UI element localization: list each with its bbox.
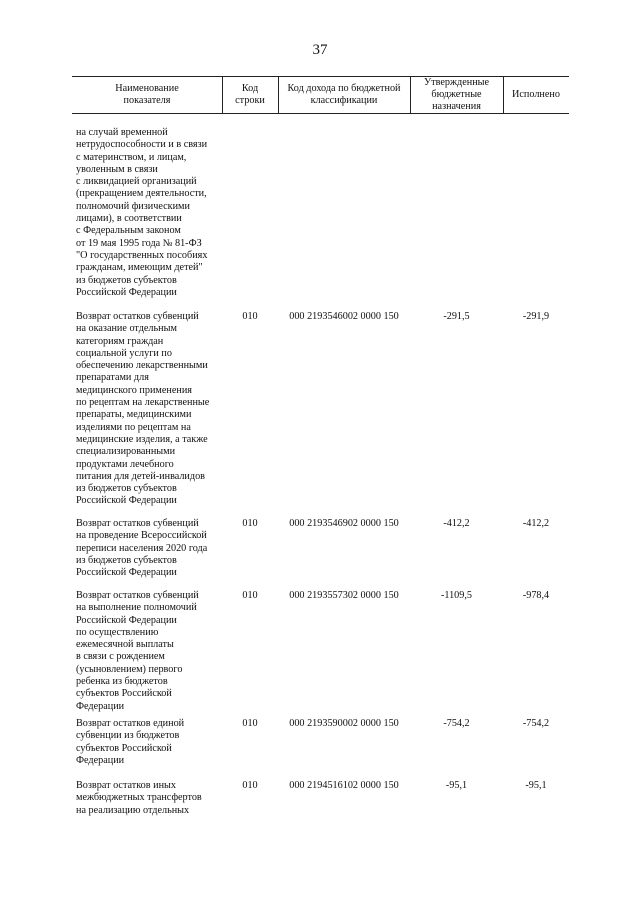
row-name-line: на выполнение полномочий xyxy=(76,602,197,614)
row-name-line: специализированными xyxy=(76,446,176,458)
row-name-line: обеспечению лекарственными xyxy=(76,360,208,372)
row-income-code: 000 2193546902 0000 150 xyxy=(289,518,399,529)
row-income-code: 000 2193546002 0000 150 xyxy=(289,311,399,322)
row-name-line: продуктами лечебного xyxy=(76,458,174,470)
row-name-line: в связи с рождением xyxy=(76,651,165,663)
row-name-line: медицинские изделия, а также xyxy=(76,433,208,445)
row-name-line: Российской Федерации xyxy=(76,286,177,298)
row-income-code: 000 2193557302 0000 150 xyxy=(289,590,399,601)
row-name-line: межбюджетных трансфертов xyxy=(76,792,202,804)
row-name-line: изделиями по рецептам на xyxy=(76,421,191,433)
row-name-line: от 19 мая 1995 года № 81-ФЗ xyxy=(76,237,202,249)
row-name-line: по осуществлению xyxy=(76,626,159,638)
row-name xyxy=(76,718,226,767)
row-approved: -95,1 xyxy=(445,780,468,791)
row-name-line: Возврат остатков субвенций xyxy=(76,590,199,601)
row-name xyxy=(76,127,226,299)
row-name-line: с ликвидацией организаций xyxy=(76,176,197,188)
row-name-line: (усыновлением) первого xyxy=(76,663,183,675)
row-approved: -1109,5 xyxy=(440,590,473,601)
row-approved: -754,2 xyxy=(443,718,470,729)
row-name xyxy=(76,311,226,508)
row-code: 010 xyxy=(242,780,258,791)
row-name-line: с Федеральным законом xyxy=(76,225,181,237)
row-name-line: социальной услуги по xyxy=(76,347,172,359)
header-approved xyxy=(410,77,503,113)
row-name xyxy=(76,780,226,817)
row-name-line: субъектов Российской xyxy=(76,688,172,700)
row-income-code: 000 2194516102 0000 150 xyxy=(289,780,399,791)
row-name-line: Российской Федерации xyxy=(76,495,177,507)
header-name xyxy=(72,77,222,113)
row-name-line: лицами), в соответствии xyxy=(76,213,182,225)
row-name-line: с материнством, и лицам, xyxy=(76,151,187,163)
row-name-line: ребенка из бюджетов xyxy=(76,676,168,688)
row-name-line: из бюджетов субъектов xyxy=(76,554,177,566)
row-name-line: питания для детей-инвалидов xyxy=(76,470,205,482)
row-name-line: Федерации xyxy=(76,754,125,766)
row-name-line: субъектов Российской xyxy=(76,742,172,754)
row-name-line: Российской Федерации xyxy=(76,614,177,626)
row-name-line: Федерации xyxy=(76,700,125,712)
row-approved: -412,2 xyxy=(443,518,470,529)
row-name-line: (прекращением деятельности, xyxy=(76,188,207,200)
row-name-line: по рецептам на лекарственные xyxy=(76,397,210,409)
header-executed xyxy=(503,77,569,113)
row-code: 010 xyxy=(242,590,258,601)
row-name-line: Возврат остатков единой xyxy=(76,718,185,729)
header-income-code xyxy=(278,77,410,113)
header-code-text: Код строки xyxy=(235,83,265,106)
row-approved: -291,5 xyxy=(443,311,470,322)
row-name-line: переписи населения 2020 года xyxy=(76,542,208,554)
table-header xyxy=(72,76,569,114)
row-name-line: на оказание отдельным xyxy=(76,323,177,335)
page-number: 37 xyxy=(312,42,328,58)
row-name-line: категориям граждан xyxy=(76,335,164,347)
row-name-line: на случай временной xyxy=(76,127,168,138)
row-code: 010 xyxy=(242,518,258,529)
row-name-line: медицинского применения xyxy=(76,384,192,396)
row-name-line: Возврат остатков иных xyxy=(76,780,176,791)
row-executed: -754,2 xyxy=(522,718,550,729)
row-executed: -95,1 xyxy=(525,780,547,791)
row-name-line: уволенным в связи xyxy=(76,163,158,175)
row-name-line: препараты, медицинскими xyxy=(76,409,192,421)
row-executed: -412,2 xyxy=(522,518,550,529)
row-name-line: на реализацию отдельных xyxy=(76,804,190,816)
row-code: 010 xyxy=(242,718,258,729)
row-executed: -978,4 xyxy=(522,590,550,601)
row-name xyxy=(76,518,226,579)
row-name-line: нетрудоспособности и в связи xyxy=(76,139,208,151)
row-name-line: из бюджетов субъектов xyxy=(76,274,177,286)
row-name-line: Возврат остатков субвенций xyxy=(76,311,199,322)
header-income-code-text: Код дохода по бюджетной классификации xyxy=(287,83,401,106)
header-name-text: Наименование показателя xyxy=(115,83,179,106)
row-name-line: Российской Федерации xyxy=(76,567,177,579)
row-name-line: препаратами для xyxy=(76,372,149,384)
row-name-line: "О государственных пособиях xyxy=(76,249,208,261)
row-income-code: 000 2193590002 0000 150 xyxy=(289,718,399,729)
header-executed-text: Исполнено xyxy=(512,89,560,100)
row-name-line: на проведение Всероссийской xyxy=(76,530,207,542)
row-code: 010 xyxy=(242,311,258,322)
header-code xyxy=(222,77,278,113)
row-name-line: ежемесячной выплаты xyxy=(76,639,174,651)
row-name-line: субвенции из бюджетов xyxy=(76,730,180,742)
row-name-line: гражданам, имеющим детей" xyxy=(76,262,203,274)
row-name-line: из бюджетов субъектов xyxy=(76,483,177,495)
header-approved-text: Утвержденные бюджетные назначения xyxy=(423,77,490,112)
row-name-line: полномочий физическими xyxy=(76,200,190,212)
row-name xyxy=(76,590,226,713)
row-executed: -291,9 xyxy=(522,311,550,322)
row-name-line: Возврат остатков субвенций xyxy=(76,518,199,529)
